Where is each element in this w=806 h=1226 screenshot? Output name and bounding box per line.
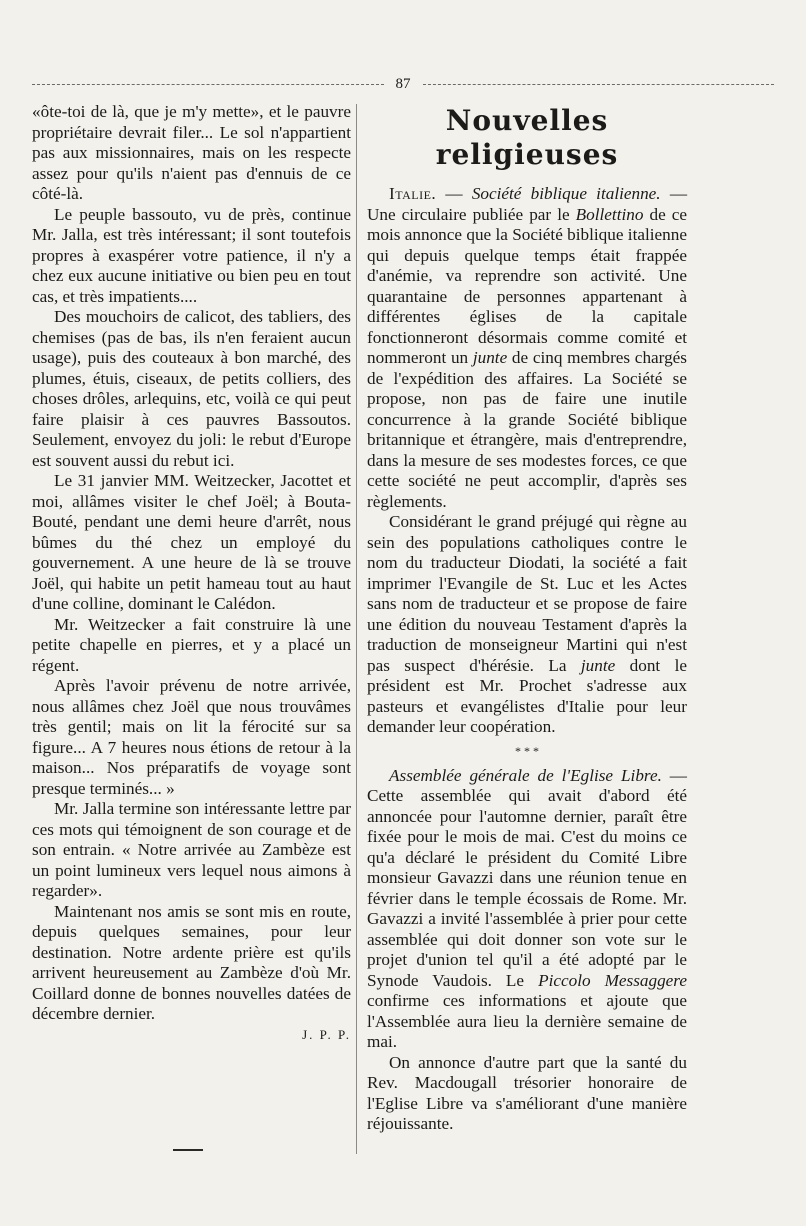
dash: — (436, 184, 472, 203)
term: junte (472, 348, 508, 367)
item-title: Assemblée générale de l'Eglise Libre. (389, 765, 662, 785)
paragraph: Mr. Weitzecker a fait construire là une petite chapelle en pierres, et y a placé un régent. (32, 614, 351, 675)
news-item-italy-continued (367, 512, 687, 738)
text: — Cette assemblée qui avait d'abord été annoncée pour l'automne dernier, paraît être fixée pour le mois de mai. C'est du moins ce qu'a déclaré le président du Comité Libre monsieur Gavazzi dans une réunion tenue en février dans le temple écossais de Rome. Mr. Gavazzi a invité l'assemblée à prier pour cette assemblée qui doit donner son vote sur le projet d'union tel qu'il a été adopté par le Synode Vaudois. Le (367, 765, 687, 990)
source-name: Piccolo Messaggere (538, 970, 687, 990)
end-rule (173, 1149, 203, 1151)
column-divider (356, 104, 357, 1154)
paragraph: Le 31 janvier MM. Weitzecker, Jacottet et moi, allâmes visiter le chef Joël; à Bouta-Bouté, pendant une demi heure d'arrêt, nous bûmes du thé chez un employé du gouvernement. A une heure de là se trouve Joël, qui habite un petit hameau tout au haut d'une colline, dominant le Calédon. (32, 471, 351, 613)
text: Considérant le grand préjugé qui règne au sein des populations catholiques contre le nom du traducteur Diodati, la société a fait imprimer l'Evangile de St. Luc et les Actes sans nom de traducteur et se propose de faire une édition du nouveau Testament d'après la traduction de monseigneur Martini qui n'est pas suspect d'hérésie. La (367, 512, 687, 675)
news-item-macdougall: On annonce d'autre part que la santé du Rev. Macdougall trésorier honoraire de l'Eglise Libre va s'améliorant d'une manière réjouissante. (367, 1052, 687, 1133)
section-title: Nouvelles religieuses (435, 104, 619, 171)
news-item-italy (367, 184, 687, 512)
text: — Une circulaire publiée par le (367, 184, 687, 224)
page-header (32, 76, 774, 92)
text: dont le président est Mr. Prochet s'adresse aux pasteurs et evangélistes d'Italie pour leur demander leur coopération. (367, 655, 687, 736)
news-item-assembly (367, 766, 687, 1053)
paragraph: Des mouchoirs de calicot, des tabliers, des chemises (pas de bas, ils n'en feraient aucun usage), puis des couteaux à bon marché, des plumes, étuis, ciseaux, de petits colliers, des choses drôles, arlequins, etc, voilà ce qui peut faire plaisir à ces pauvres Bassoutos. Seulement, envoyez du joli: le rebut d'Europe est souvent aussi du rebut ici. (32, 307, 351, 470)
item-title: Société biblique italienne. (471, 184, 661, 203)
text: de cinq membres chargés de l'expédition des affaires. La Société se propose, non pas de faire une inutile concurrence à la grande Société biblique britannique et étrangère, mais d'entreprendre, dans la mesure de ses modestes forces, ce que cette société ne peut accomplir, d'après ses règlements. (367, 348, 687, 511)
paragraph: Maintenant nos amis se sont mis en route, depuis quelques semaines, pour leur destination. Notre ardente prière est qu'ils arrivent heureusement au Zambèze d'où Mr. Coillard donne de bonnes nouvelles datées de décembre dernier. (32, 901, 351, 1023)
asterism: * * * (515, 743, 539, 758)
text: confirme ces informations et ajoute que l'Assemblée aura lieu la dernière semaine de mai. (367, 991, 687, 1051)
country-label: Italie. (389, 184, 437, 203)
paragraph: Après l'avoir prévenu de notre arrivée, nous allâmes chez Joël que nous trouvâmes très gentil; mais on lit la férocité sur sa figure... A 7 heures nous étions de retour à la maison... Nos préparatifs de voyage sont presque terminés... » (32, 676, 351, 798)
paragraph: Mr. Jalla termine son intéressante lettre par ces mots qui témoignent de son courage et de son entrain. « Notre arrivée au Zambèze est un point lumineux vers lequel nous aimons à regarder». (32, 799, 351, 900)
header-rule-right (423, 84, 775, 85)
left-column (32, 102, 351, 1045)
term: junte (580, 655, 616, 675)
header-rule-left (32, 84, 384, 85)
source-name: Bollettino (575, 204, 644, 224)
text: de ce mois annonce que la Société biblique italienne qui depuis quelque temps était frappée d'anémie, va reprendre son activité. Une quarantaine de personnes appartenant à différentes églises de la capitale fonctionneront désormais comme comité et nommeront un (367, 204, 687, 367)
page-number: 87 (395, 76, 411, 92)
paragraph: «ôte-toi de là, que je m'y mette», et le pauvre propriétaire devrait filer... Le sol n'appartient pas aux missionnaires, mais on les respecte assez pour qu'ils n'aient pas d'ennuis de ce côté-là. (32, 102, 351, 203)
signature: J. P. P. (302, 1026, 351, 1042)
right-column (367, 102, 687, 1135)
paragraph: Le peuple bassouto, vu de près, continue Mr. Jalla, est très intéressant; il sont toutefois propres à exaspérer votre patience, il n'y a chez eux aucune initiative ou bien peu en tout cas, et très impatients.... (32, 204, 351, 306)
